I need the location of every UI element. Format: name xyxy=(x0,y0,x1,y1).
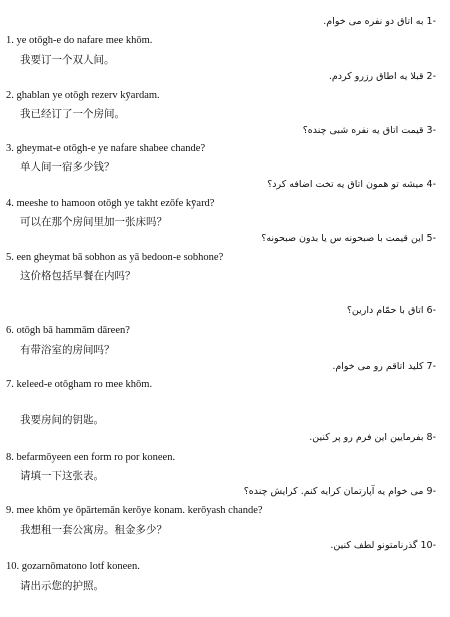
persian-sentence-1: -1 به اتاق دو نفره می خوام. xyxy=(323,16,436,27)
chinese-sentence-5: 这价格包括早餐在内吗？ xyxy=(20,270,136,282)
chinese-sentence-10: 请出示您的护照。 xyxy=(20,580,104,592)
chinese-sentence-6: 有带浴室的房间吗？ xyxy=(20,344,115,356)
romanized-sentence-5: 5. een gheymat bā sobhon as yā bedoon-e sobhone? xyxy=(6,252,224,263)
romanized-sentence-2: 2. ghablan ye otōgh rezerv kȳardam. xyxy=(6,90,160,101)
romanized-sentence-7: 7. keleed-e otōgham ro mee khōm. xyxy=(6,379,153,390)
romanized-sentence-3: 3. gheymat-e otōgh-e ye nafare shabee chande? xyxy=(6,143,206,154)
romanized-sentence-9: 9. mee khōm ye ōpārtemān kerōye konam. kerōyash chande? xyxy=(6,505,263,516)
romanized-sentence-4: 4. meeshe to hamoon otōgh ye takht ezōfe kȳard? xyxy=(6,198,215,209)
persian-sentence-8: -8 بفرمایین این فرم رو پر کنین. xyxy=(309,432,436,443)
persian-sentence-9: -9 می خوام یه آپارتمان کرایه کنم. کرایش چنده؟ xyxy=(243,486,436,497)
chinese-sentence-3: 单人间一宿多少钱？ xyxy=(20,161,115,173)
romanized-sentence-10: 10. gozarnōmatono lotf koneen. xyxy=(6,561,140,572)
romanized-sentence-6: 6. otōgh bā hammām dāreen? xyxy=(6,325,130,336)
persian-sentence-5: -5 این قیمت با صبحونه س یا بدون صبحونه؟ xyxy=(261,233,436,244)
persian-sentence-4: -4 میشه تو همون اتاق یه تخت اضافه کرد؟ xyxy=(267,179,436,190)
chinese-sentence-8: 请填一下这张表。 xyxy=(20,470,104,482)
romanized-sentence-8: 8. befarmōyeen een form ro por koneen. xyxy=(6,452,176,463)
persian-sentence-2: -2 قبلا یه اطاق رزرو کردم. xyxy=(328,71,436,82)
persian-sentence-10: -10 گذرنامتونو لطف کنین. xyxy=(330,540,436,551)
persian-sentence-7: -7 کلید اتاقم رو می خوام. xyxy=(332,361,436,372)
romanized-sentence-1: 1. ye otōgh-e do nafare mee khōm. xyxy=(6,35,153,46)
persian-sentence-3: -3 قیمت اتاق یه نفره شبی چنده؟ xyxy=(302,125,436,136)
chinese-sentence-7: 我要房间的钥匙。 xyxy=(20,414,104,426)
chinese-sentence-2: 我已经订了一个房间。 xyxy=(20,108,125,120)
persian-sentence-6: -6 اتاق با حمّام دارین؟ xyxy=(346,305,436,316)
chinese-sentence-1: 我要订一个双人间。 xyxy=(20,54,115,66)
chinese-sentence-4: 可以在那个房间里加一张床吗？ xyxy=(20,216,167,228)
chinese-sentence-9: 我想租一套公寓房。租金多少？ xyxy=(20,524,167,536)
